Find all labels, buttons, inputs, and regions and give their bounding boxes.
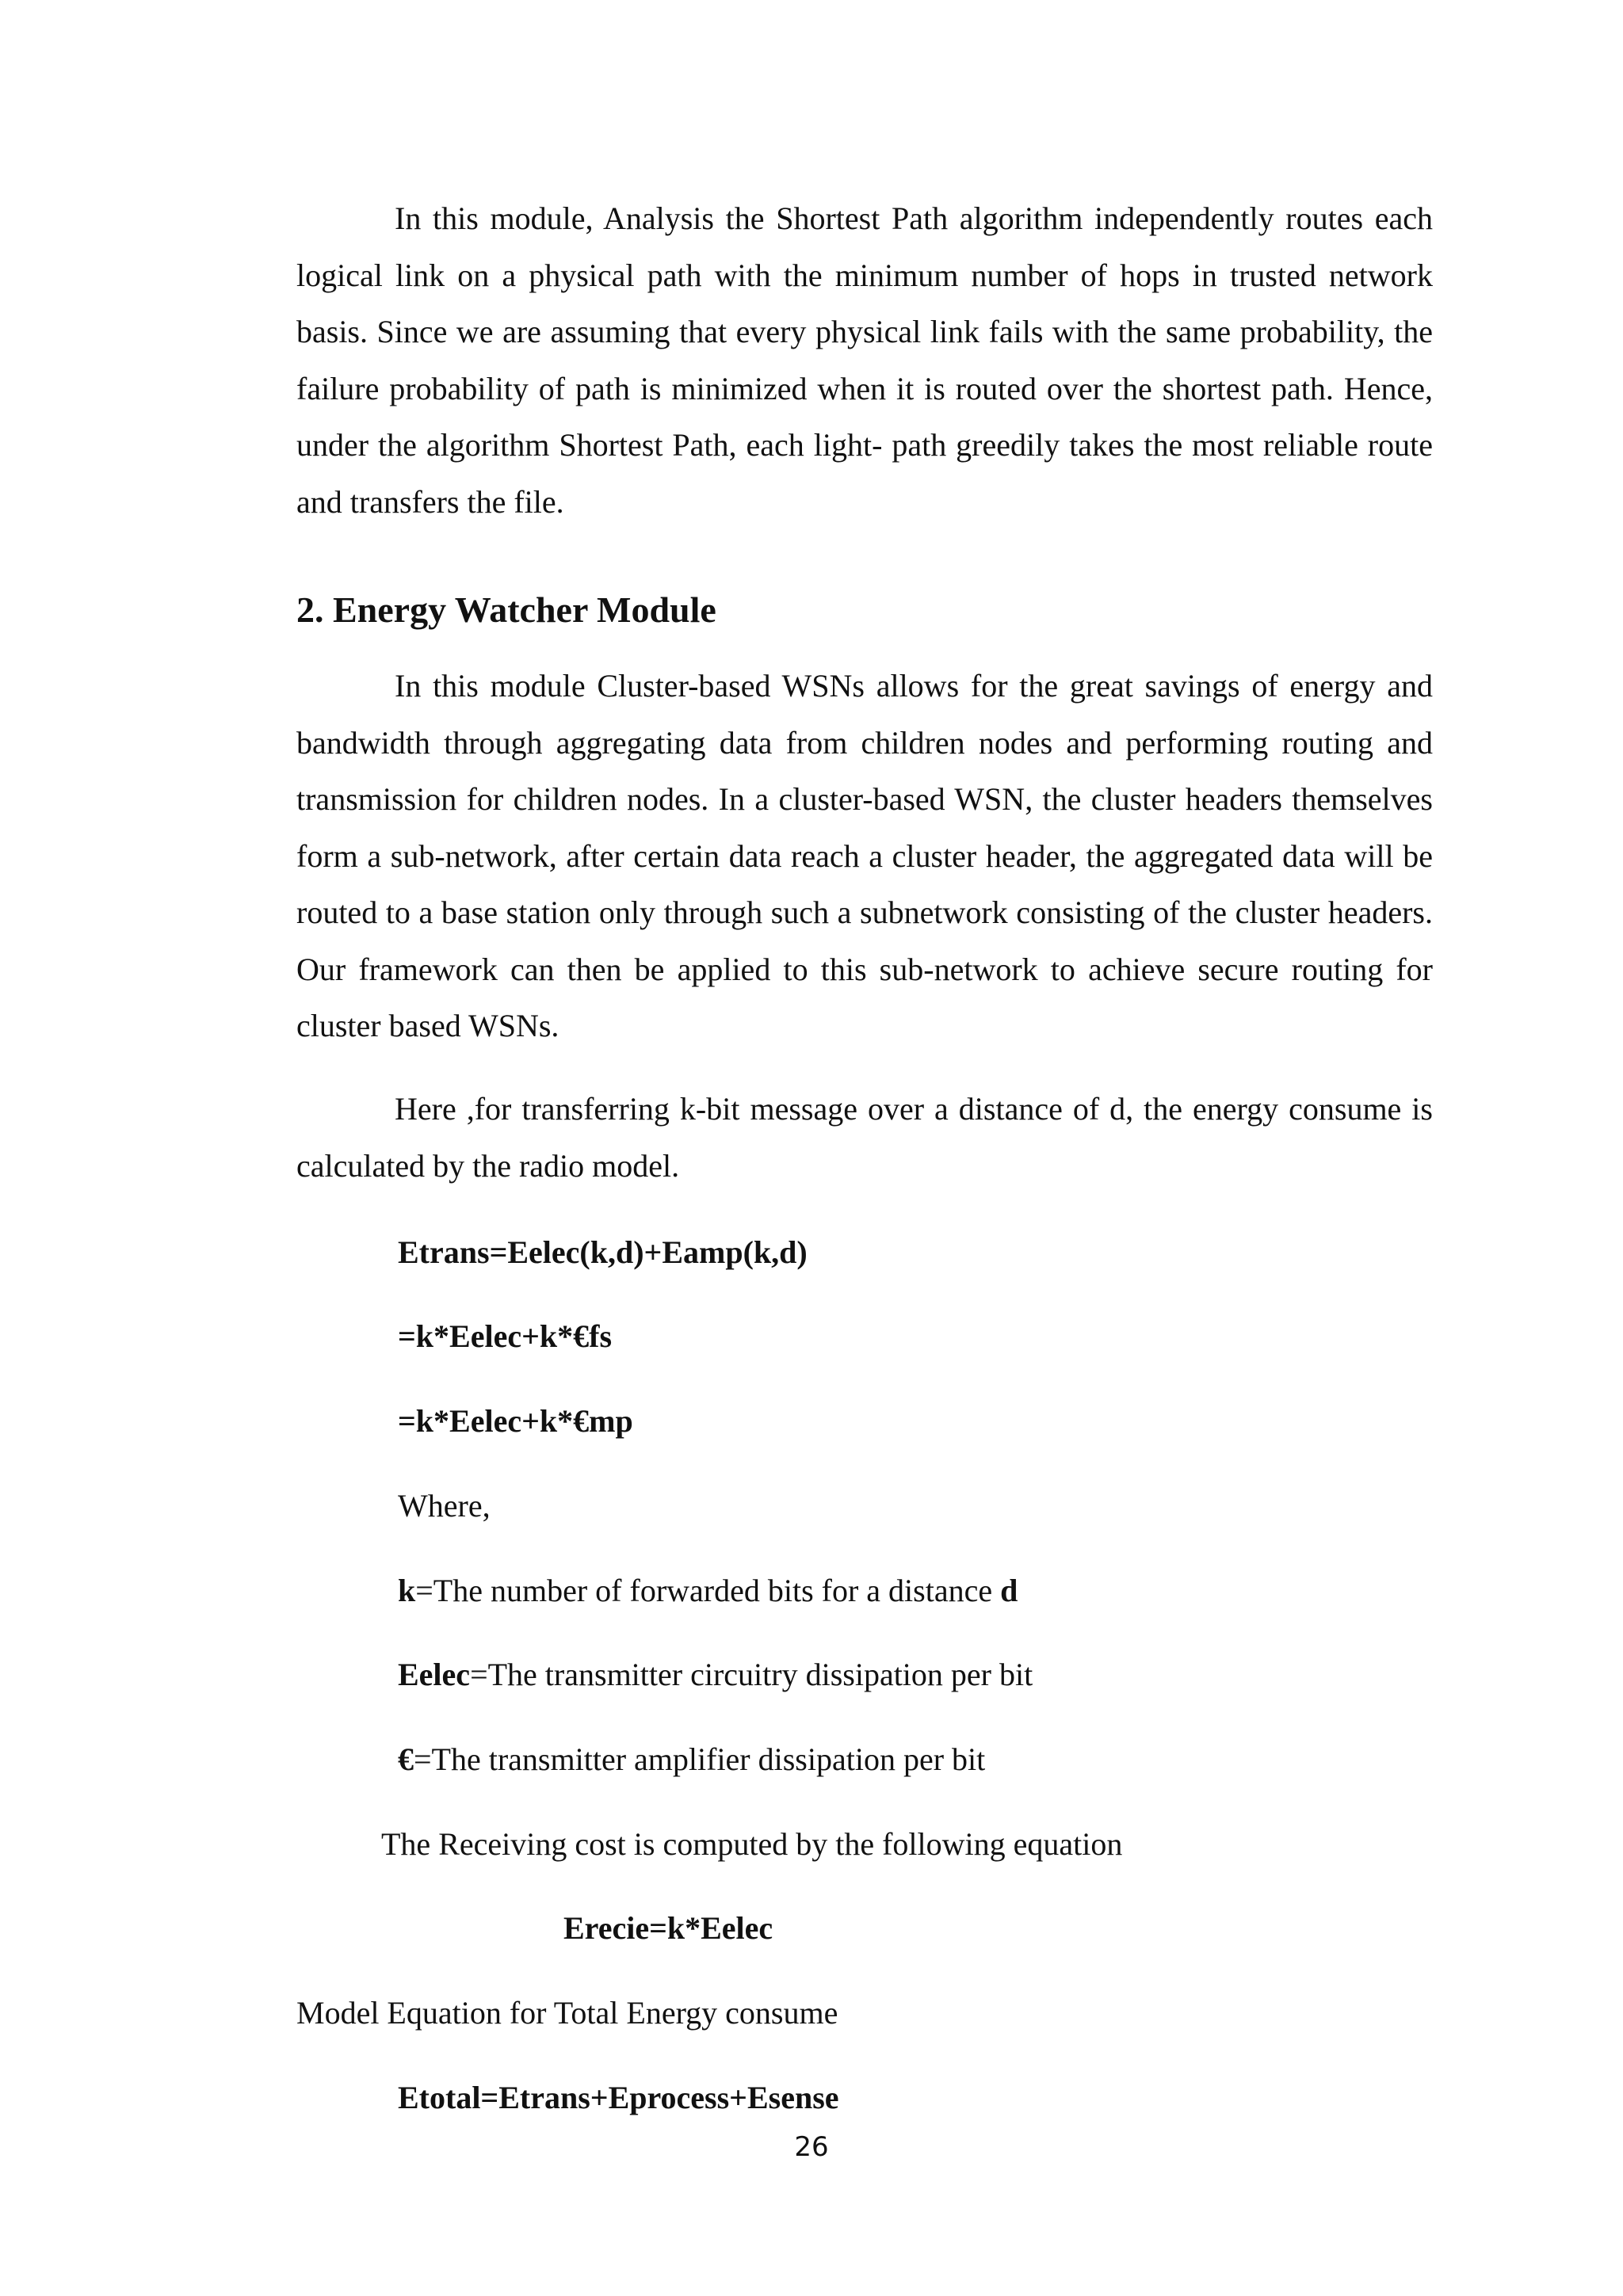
where-label: Where, <box>398 1488 491 1524</box>
etrans-equation: Etrans=Eelec(k,d)+Eamp(k,d) <box>398 1234 808 1270</box>
k-definition <box>398 1572 1018 1610</box>
k-definition-text: =The number of forwarded bits for a distance <box>415 1573 1001 1608</box>
section-heading: 2. Energy Watcher Module <box>296 589 716 630</box>
eelec-definition <box>398 1656 1033 1694</box>
k-term: k <box>398 1573 416 1608</box>
erecie-equation: Erecie=k*Eelec <box>563 1910 773 1946</box>
eelec-definition-text: =The transmitter circuitry dissipation per bit <box>470 1657 1033 1692</box>
etrans-equation-mp: =k*Eelec+k*€mp <box>398 1403 633 1439</box>
energy-module-paragraph: In this module Cluster-based WSNs allows for the great savings of energy and bandwidth through aggregating data from children nodes and performing routing and transmission for children nodes. In a cluster-based WSN, the cluster headers themselves form a sub-network, after certain data reach a cluster header, the aggregated data will be routed to a base station only through such a subnetwork consisting of the cluster headers. Our framework can then be applied to this sub-network to achieve secure routing for cluster based WSNs. <box>296 668 1433 1043</box>
d-term: d <box>1000 1573 1018 1608</box>
receiving-cost-text: The Receiving cost is computed by the following equation <box>381 1826 1123 1862</box>
etrans-equation-fs: =k*Eelec+k*€fs <box>398 1318 613 1354</box>
model-equation-text: Model Equation for Total Energy consume <box>296 1995 838 2031</box>
radio-model-paragraph: Here ,for transferring k-bit message over a distance of d, the energy consume is calculated by the radio model. <box>296 1091 1433 1184</box>
etotal-equation: Etotal=Etrans+Eprocess+Esense <box>398 2080 839 2115</box>
euro-definition <box>398 1741 985 1779</box>
euro-term: € <box>398 1741 414 1777</box>
euro-definition-text: =The transmitter amplifier dissipation per bit <box>414 1741 986 1777</box>
page-number: 26 <box>794 2131 829 2163</box>
intro-paragraph: In this module, Analysis the Shortest Path algorithm independently routes each logical link on a physical path with the minimum number of hops in trusted network basis. Since we are assuming that every physical link fails with the same probability, the failure probability of path is minimized when it is routed over the shortest path. Hence, under the algorithm Shortest Path, each light- path greedily takes the most reliable route and transfers the file. <box>296 200 1433 520</box>
eelec-term: Eelec <box>398 1657 471 1692</box>
